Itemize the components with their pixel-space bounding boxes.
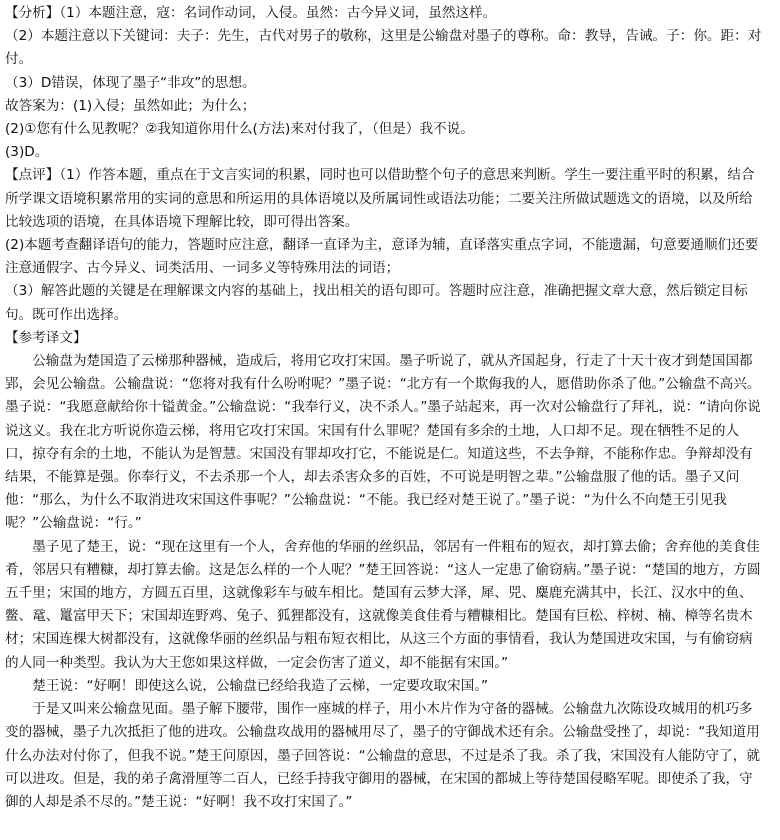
- answer-line-1: 故答案为：(1)入侵；虽然如此；为什么；: [5, 97, 256, 114]
- answer-line-3: (3)D。: [5, 144, 49, 161]
- comment-line-2: (2)本题考查翻译语句的能力，答题时应注意，翻译一直译为主，意译为辅，直译落实重点字词，不能遗漏，句意要通顺们还要注意通假字、古今异义、词类活用、一词多义等特殊用法的词语；: [5, 237, 759, 277]
- analysis-line-1: 【分析】（1）本题注意，寇：名词作动词，入侵。虽然：古今异义词，虽然这样。: [5, 5, 497, 21]
- translation-heading: 【参考译文】: [5, 329, 87, 346]
- translation-paragraph-3: 楚王说：“好啊！即使这么说，公输盘已经给我造了云梯，一定要攻取宋国。”: [32, 677, 489, 694]
- answer-line-2: (2)①您有什么见教呢？②我知道你用什么(方法)来对付我了，（但是）我不说。: [5, 121, 474, 138]
- translation-paragraph-1: 公输盘为楚国造了云梯那种器械，造成后，将用它攻打宋国。墨子听说了，就从齐国起身，行走了十天十夜才到楚国国都郢，会见公输盘。公输盘说：“您将对我有什么吩咐呢？”墨子说：“北方有一个欺侮我的人，愿借助你杀了他。”公输盘不高兴。墨子说：“我愿意献给你十镒黄金。”公输盘说：“我奉行义，决不杀人。”墨子站起来，再一次对公输盘行了拜礼，说：“请向你说说这义。我在北方听说你造云梯，将用它攻打宋国。宋国有什么罪呢？楚国有多余的土地，人口却不足。现在牺牲不足的人口，掠夺有余的土地，不能认为是智慧。宋国没有罪却攻打它，不能说是仁。知道这些，不去争辩，不能称作忠。争辩却没有结果，不能算是强。你奉行义，不去杀那一个人，却去杀害众多的百姓，不可说是明智之辈。”公输盘服了他的话。墨子又问他：“那么，为什么不取消进攻宋国这件事呢？”公输盘说：“不能。我已经对楚王说了。”墨子说：“为什么不向楚王引见我呢？”公输盘说：“行。”: [5, 353, 761, 532]
- translation-paragraph-2: 墨子见了楚王，说：“现在这里有一个人，舍弃他的华丽的丝织品，邻居有一件粗布的短衣，却打算去偷；舍弃他的美食佳肴，邻居只有糟糠，却打算去偷。这是怎么样的一个人呢？”楚王回答说：“这人一定患了偷窃病。”墨子说：“楚国的地方，方圆五千里；宋国的地方，方圆五百里，这就像彩车与破车相比。楚国有云梦大泽，犀、兕、麋鹿充满其中，长江、汉水中的鱼、鳖、鼋、鼍富甲天下；宋国却连野鸡、兔子、狐狸都没有，这就像美食佳肴与糟糠相比。楚国有巨松、梓树、楠、樟等名贵木材；宋国连棵大树都没有，这就像华丽的丝织品与粗布短衣相比，从这三个方面的事情看，我认为楚国进攻宋国，与有偷窃病的人同一种类型。我认为大王您如果这样做，一定会伤害了道义，却不能据有宋国。”: [5, 538, 761, 671]
- comment-line-3: （3）解答此题的关键是在理解课文内容的基础上，找出相关的语句即可。答题时应注意，准确把握文章大意，然后锁定目标句。既可作出选择。: [5, 283, 748, 323]
- translation-paragraph-4: 于是又叫来公输盘见面。墨子解下腰带，围作一座城的样子，用小木片作为守备的器械。公输盘九次陈设攻城用的机巧多变的器械，墨子九次抵拒了他的进攻。公输盘攻战用的器械用尽了，墨子的守御战术还有余。公输盘受挫了，却说：“我知道用什么办法对付你了，但我不说。”楚王问原因，墨子回答说：“公输盘的意思，不过是杀了我。杀了我，宋国没有人能防守了，就可以进攻。但是，我的弟子禽滑厘等二百人，已经手持我守御用的器械，在宋国的都城上等待楚国侵略军呢。即使杀了我，守御的人却是杀不尽的。”楚王说：“好啊！我不攻打宋国了。”: [5, 701, 760, 810]
- comment-line-1: 【点评】（1）作答本题，重点在于文言实词的积累，同时也可以借助整个句子的意思来判断。学生一要注重平时的积累，结合所学课文语境积累常用的实词的意思和所运用的具体语境以及所属词性或语法功能；二要关注所做试题选文的语境，以及所给比较选项的语境，在具体语境下理解比较，即可得出答案。: [5, 167, 755, 230]
- analysis-line-3: （3）D错误，体现了墨子“非攻”的思想。: [5, 74, 256, 91]
- analysis-line-2: （2）本题注意以下关键词：夫子：先生，古代对男子的敬称，这里是公输盘对墨子的尊称。命：教导，告诫。子：你。距：对付。: [5, 28, 762, 68]
